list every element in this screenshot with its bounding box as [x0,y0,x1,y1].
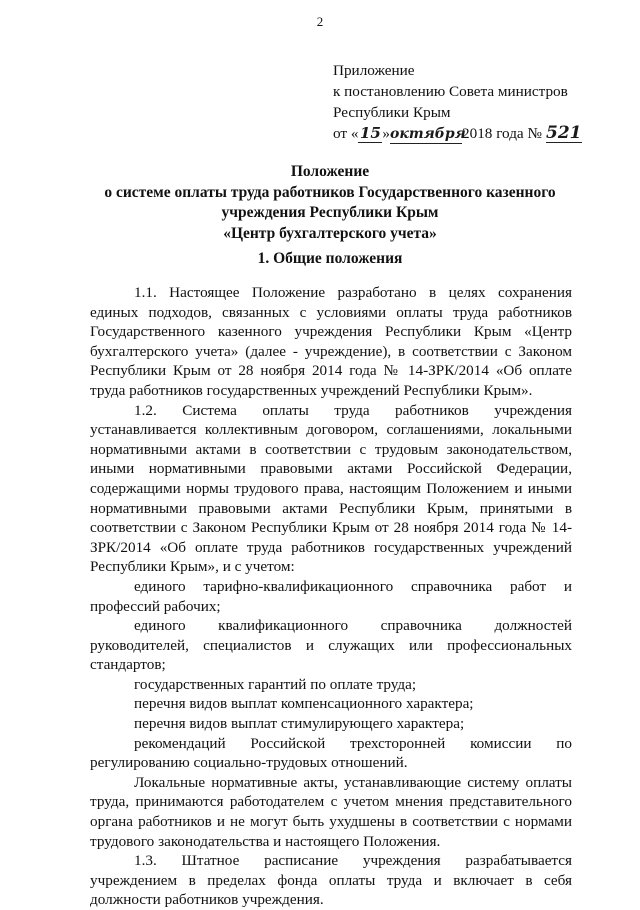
list-item-recommendations: рекомендаций Российской трехсторонней комиссии по регулированию социально-трудовых отношений. [90,734,572,772]
title-line-1: Положение [290,163,370,180]
title-line-4: «Центр бухгалтерского учета» [223,224,437,242]
paragraph-1-1: 1.1. Настоящее Положение разработано в целях сохранения единых подходов, связанных с условиями оплаты труда работников Государственного казенного учреждения Республики Крым «Центр бухгалтерского учета» (далее - учреждение), в соответствии с Законом Республики Крым от 28 ноября 2014 года № 14-ЗРК/2014 «Об оплате труда работников государственных учреждений Республики Крым». [90,284,572,399]
list-item-compensation: перечня видов выплат компенсационного характера; [134,695,474,713]
list-item-guarantees: государственных гарантий по оплате труда; [134,675,417,693]
paragraph-1-3: 1.3. Штатное расписание учреждения разрабатывается учреждением в пределах фонда оплаты труда и включает в себя должности работников учреждения. [90,852,572,909]
section-heading: 1. Общие положения [257,250,403,267]
handwritten-doc-number: 521 [546,123,582,143]
page-number: 2 [316,14,324,29]
document-title [60,162,600,244]
date-prefix: от « [333,125,359,142]
paragraph-local-acts: Локальные нормативные акты, устанавливающие систему оплаты труда, принимаются работодателем с учетом мнения представительного органа работников и не могут быть ухудшены в соответствии с нормами трудового законодательства и настоящего Положения. [90,773,572,850]
appendix-line-1: Приложение [333,62,415,79]
document-body [90,283,572,910]
appendix-date-line [333,123,582,144]
appendix-line-3: Республики Крым [333,104,451,121]
title-line-2: о системе оплаты труда работников Государственного казенного [104,183,556,201]
date-year: 2018 года № [462,125,542,142]
date-mid: » [382,125,391,142]
appendix-header [333,60,582,144]
handwritten-month: октября [390,126,466,142]
handwritten-day: 15 [359,124,381,142]
paragraph-1-2: 1.2. Система оплаты труда работников учреждения устанавливается коллективным договором, соглашениями, локальными нормативными актами в соответствии с трудовым законодательством, иными нормативными правовыми актами Российской Федерации, содержащими нормы трудового права, настоящим Положением и иными нормативными правовыми актами Республики Крым, принятыми в соответствии с Законом Республики Крым от 28 ноября 2014 года № 14-ЗРК/2014 «Об оплате труда работников государственных учреждений Республики Крым», и с учетом: [90,401,572,576]
list-item-stimulating: перечня видов выплат стимулирующего характера; [134,715,465,733]
title-line-3: учреждения Республики Крым [221,204,439,221]
list-item-tariff: единого тарифно-квалификационного справочника работ и профессий рабочих; [90,577,572,615]
appendix-line-2: к постановлению Совета министров [333,83,568,100]
list-item-qualification: единого квалификационного справочника должностей руководителей, специалистов и служащих или профессиональных стандартов; [90,617,572,674]
